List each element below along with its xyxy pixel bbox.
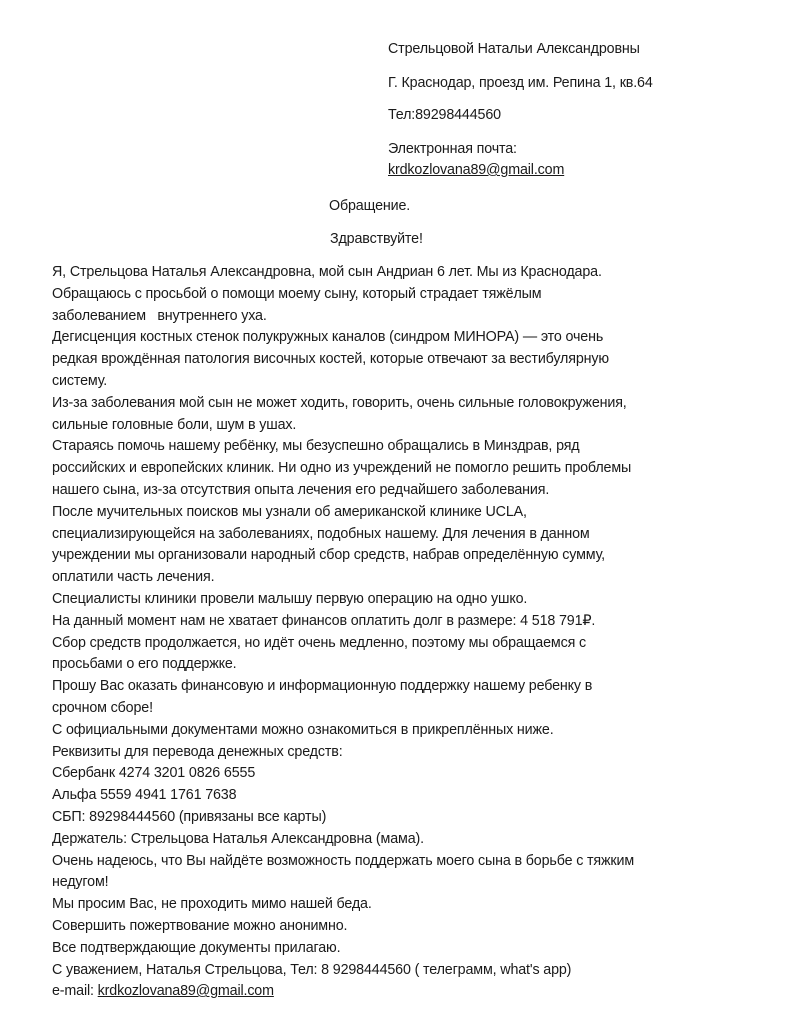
- footer-email-link[interactable]: krdkozlovana89@gmail.com: [97, 983, 274, 999]
- sender-email-label: Электронная почта:: [388, 141, 517, 157]
- body-line: учреждении мы организовали народный сбор средств, набрав определённую сумму,: [52, 547, 605, 564]
- body-line: Специалисты клиники провели малышу первую операцию на одно ушко.: [52, 590, 528, 607]
- sender-email-link[interactable]: krdkozlovana89@gmail.com: [388, 162, 565, 178]
- body-line: С официальными документами можно ознакомиться в прикреплённых ниже.: [52, 721, 554, 738]
- body-line: Дегисценция костных стенок полукружных каналов (синдром МИНОРА) — это очень: [52, 329, 604, 346]
- body-line: Альфа 5559 4941 1761 7638: [52, 787, 237, 804]
- sender-address: Г. Краснодар, проезд им. Репина 1, кв.64: [388, 75, 653, 91]
- body-line: Обращаюсь с просьбой о помощи моему сыну, который страдает тяжёлым: [52, 285, 542, 302]
- body-line: российских и европейских клиник. Ни одно из учреждений не помогло решить проблемы: [52, 460, 632, 477]
- body-line: Мы просим Вас, не проходить мимо нашей беда.: [52, 896, 372, 913]
- body-line: Я, Стрельцова Наталья Александровна, мой сын Андриан 6 лет. Мы из Краснодара.: [52, 264, 602, 280]
- body-line: С уважением, Наталья Стрельцова, Тел: 8 9298444560 ( телеграмм, what's app): [52, 961, 572, 978]
- body-line: Сбор средств продолжается, но идёт очень медленно, поэтому мы обращаемся с: [52, 634, 587, 651]
- body-line: просьбами о его поддержке.: [52, 656, 237, 673]
- footer-email-label: e-mail:: [52, 983, 98, 999]
- sender-name: Стрельцовой Натальи Александровны: [388, 41, 640, 57]
- body-line: Сбербанк 4274 3201 0826 6555: [52, 765, 256, 782]
- body-line: сильные головные боли, шум в ушах.: [52, 416, 297, 433]
- document-title: Обращение.: [329, 198, 411, 214]
- letter-body: [52, 262, 772, 981]
- body-line: СБП: 89298444560 (привязаны все карты): [52, 808, 327, 825]
- body-line: Стараясь помочь нашему ребёнку, мы безуспешно обращались в Минздрав, ряд: [52, 438, 580, 455]
- body-line: Прошу Вас оказать финансовую и информационную поддержку нашему ребенку в: [52, 678, 593, 695]
- body-line: редкая врождённая патология височных костей, которые отвечают за вестибулярную: [52, 351, 609, 368]
- body-line: Держатель: Стрельцова Наталья Александровна (мама).: [52, 830, 424, 847]
- body-line: Реквизиты для перевода денежных средств:: [52, 743, 343, 760]
- body-line: нашего сына, из-за отсутствия опыта лечения его редчайшего заболевания.: [52, 481, 550, 498]
- footer-email: [52, 981, 274, 1003]
- body-line: срочном сборе!: [52, 699, 153, 716]
- body-line: систему.: [52, 372, 108, 389]
- body-line: оплатили часть лечения.: [52, 569, 215, 586]
- body-line: заболеванием внутреннего уха.: [52, 307, 267, 324]
- body-line: На данный момент нам не хватает финансов оплатить долг в размере: 4 518 791₽.: [52, 612, 596, 629]
- body-line: Все подтверждающие документы прилагаю.: [52, 939, 341, 956]
- greeting: Здравствуйте!: [330, 231, 423, 247]
- body-line: недугом!: [52, 874, 109, 891]
- body-line: специализирующейся на заболеваниях, подобных нашему. Для лечения в данном: [52, 525, 590, 542]
- body-line: После мучительных поисков мы узнали об американской клинике UCLA,: [52, 503, 527, 520]
- body-line: Совершить пожертвование можно анонимно.: [52, 917, 348, 934]
- body-line: Из-за заболевания мой сын не может ходить, говорить, очень сильные головокружения,: [52, 394, 627, 411]
- sender-phone: Тел:89298444560: [388, 107, 501, 123]
- body-line: Очень надеюсь, что Вы найдёте возможность поддержать моего сына в борьбе с тяжким: [52, 852, 635, 869]
